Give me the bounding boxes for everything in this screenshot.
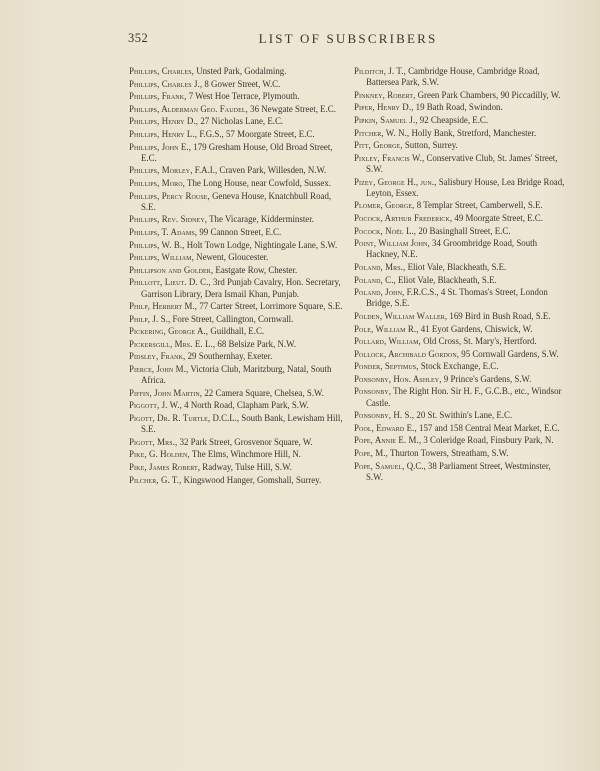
subscriber-address: 68 Belsize Park, N.W. [215,338,296,349]
subscriber-entry [129,277,343,299]
subscriber-name: Pickersgill, Mrs. E. L., [129,338,216,349]
subscriber-entry [129,227,343,238]
subscriber-address: 20 St. Swithin's Lane, E.C. [414,410,513,421]
subscriber-entry [129,449,343,460]
subscriber-address: 3 Coleridge Road, Finsbury Park, N. [421,435,554,446]
left-column [129,66,343,487]
subscriber-name: Philp, Herbert M., [129,301,198,312]
subscriber-address: Victoria Club, Maritzburg, Natal, South Africa. [141,364,332,386]
subscriber-address: Holt Town Lodge, Nightingale Lane, S.W. [184,239,338,250]
subscriber-name: Poland, John, [354,287,405,298]
subscriber-name: Pole, William R., [354,323,419,334]
subscriber-entry [354,386,568,408]
subscriber-name: Pinkney, Robert, [354,89,416,100]
subscriber-address: 95 Cornwall Gardens, S.W. [459,348,559,359]
subscriber-entry [129,214,343,225]
subscriber-name: Phillips, William, [129,252,194,263]
subscriber-entry [354,461,568,483]
subscriber-name: Ponder, Septimus, [354,361,419,372]
subscriber-address: 8 Templar Street, Camberwell, S.E. [414,200,543,211]
subscriber-entry [354,374,568,385]
subscriber-entry [129,165,343,176]
subscriber-name: Pipkin, Samuel J., [354,114,418,125]
subscriber-address: Salisbury House, Lea Bridge Road, Leyton, Essex. [366,176,565,198]
subscriber-name: Piggott, J. W., [129,400,182,411]
subscriber-name: Pitt, George, [354,140,403,151]
subscriber-entry [354,115,568,126]
subscriber-entry [129,475,343,486]
subscriber-name: Poland, C., [354,274,396,285]
subscriber-address: Fore Street, Callington, Cornwall. [170,313,294,324]
subscriber-entry [354,226,568,237]
subscriber-name: Pocock, Noël L., [354,225,417,236]
subscriber-address: Old Cross, St. Mary's, Hertford. [420,336,537,347]
subscriber-name: Ponsonby, [354,386,392,397]
subscriber-entry [354,448,568,459]
subscriber-entry [354,102,568,113]
subscriber-address: 157 and 158 Central Meat Market, E.C. [416,422,560,433]
subscriber-name: Pigott, Mrs., [129,436,178,447]
subscriber-address: Stock Exchange, E.C. [418,361,499,372]
subscriber-address: Eastgate Row, Chester. [213,264,298,275]
subscriber-address: Kingswood Hanger, Gomshall, Surrey. [181,474,322,485]
subscriber-name: Plomer, George, [354,200,415,211]
subscriber-entry [129,252,343,263]
subscriber-address: 20 Basinghall Street, E.C. [416,225,511,236]
subscriber-address: Radway, Tulse Hill, S.W. [200,462,292,473]
subscriber-address: Thurton Towers, Streatham, S.W. [387,448,509,459]
subscriber-address: 169 Bird in Bush Road, S.E. [447,310,551,321]
subscriber-name: Phillips, Henry L., [129,128,198,139]
subscriber-name: Pope, Samuel, [354,460,405,471]
subscriber-entry [129,351,343,362]
subscriber-name: Pocock, Arthur Frederick, [354,212,453,223]
subscriber-address: The Elms, Winchmore Hill, N. [189,449,302,460]
subscriber-entry [354,262,568,273]
running-title: LIST OF SUBSCRIBERS [258,31,438,46]
subscriber-address: 9 Prince's Gardens, S.W. [441,373,532,384]
subscriber-entry [354,177,568,199]
subscriber-address: 4 North Road, Clapham Park, S.W. [181,400,309,411]
subscriber-name: Pickering, George A., [129,326,209,337]
subscriber-address: 29 Southernhay, Exeter. [185,351,273,362]
subscriber-entry [129,314,343,325]
subscriber-entry [129,265,343,276]
subscriber-entry [129,400,343,411]
subscriber-name: Pollard, William, [354,336,421,347]
subscriber-name: Pitcher, W. N., [354,127,410,138]
subscriber-entry [129,142,343,164]
subscriber-entry [129,91,343,102]
subscriber-address: F.G.S., 57 Moorgate Street, E.C. [197,128,315,139]
subscriber-name: Pierce, John M., [129,364,189,375]
subscriber-entry [354,410,568,421]
subscriber-name: Ponsonby, H. S., [354,410,415,421]
subscriber-name: Phillott, Lieut. D. C., [129,277,211,288]
subscriber-address: Guildhall, E.C. [208,326,265,337]
subscriber-address: Unsted Park, Godalming. [193,66,287,76]
subscriber-entry [354,238,568,260]
subscriber-name: Phillips, Charles J., [129,78,203,89]
subscriber-entry [354,349,568,360]
subscriber-name: Pike, G. Holden, [129,449,190,460]
subscriber-entry [129,191,343,213]
subscriber-name: Phillips, Rev. Sidney, [129,214,208,225]
subscriber-name: Ponsonby, Hon. Ashley, [354,373,442,384]
subscriber-name: Pilditch, J. T., [354,66,406,76]
subscriber-address: 41 Eyot Gardens, Chiswick, W. [418,323,533,334]
subscriber-name: Phillips, Frank, [129,91,187,102]
subscriber-entry [354,140,568,151]
subscriber-entry [354,311,568,322]
subscriber-name: Pilcher, G. T., [129,474,182,485]
subscriber-name: Point, William John, [354,238,430,249]
subscriber-name: Polden, William Waller, [354,310,448,321]
subscriber-address: Geneva House, Knatchbull Road, S.E. [141,190,332,212]
subscriber-name: Phillips, John E., [129,141,192,152]
subscriber-address: F.R.C.S., 4 St. Thomas's Street, London Bridge, S.E. [366,287,548,309]
subscriber-address: 92 Cheapside, E.C. [417,114,489,125]
subscriber-address: 49 Moorgate Street, E.C. [452,212,543,223]
subscriber-address: 22 Camera Square, Chelsea, S.W. [202,387,324,398]
subscriber-name: Pike, James Robert, [129,462,201,473]
subscriber-address: Q.C., 38 Parliament Street, Westminster, S.W. [366,460,551,482]
subscriber-name: Phillips, T. Adams, [129,226,198,237]
subscriber-name: Phillips, Charles, [129,66,194,76]
subscriber-name: Philp, J. S., [129,313,171,324]
subscriber-name: Phillips, Percy Rouse, [129,190,210,201]
subscriber-name: Phillips, W. B., [129,239,185,250]
right-column [354,66,568,484]
subscriber-entry [129,364,343,386]
subscriber-address: 19 Bath Road, Swindon. [413,102,503,113]
subscriber-address: 8 Gower Street, W.C. [202,78,281,89]
subscriber-address: Sutton, Surrey. [402,140,458,151]
subscriber-address: Green Park Chambers, 90 Piccadilly, W. [415,89,561,100]
subscriber-entry [354,213,568,224]
subscriber-entry [354,336,568,347]
subscriber-name: Pixley, Francis W., [354,152,425,163]
subscriber-entry [129,79,343,90]
subscriber-entry [129,326,343,337]
subscriber-entry [129,413,343,435]
subscriber-address: 7 West Hoe Terrace, Plymouth. [186,91,300,102]
subscriber-address: The Long House, near Cowfold, Sussex. [184,177,331,188]
subscriber-address: 34 Groombridge Road, South Hackney, N.E. [366,238,538,260]
subscriber-name: Pidsley, Frank, [129,351,186,362]
subscriber-address: The Right Hon. Sir H. F., G.C.B., etc., Windsor Castle. [366,386,562,408]
subscriber-entry [129,388,343,399]
subscriber-name: Pope, M., [354,448,388,459]
subscriber-entry [354,200,568,211]
subscriber-name: Pool, Edward E., [354,422,417,433]
subscriber-address: Newent, Gloucester. [193,252,269,263]
subscriber-entry [129,129,343,140]
subscriber-address: 36 Newgate Street, E.C. [247,103,336,114]
subscriber-name: Phillips, Henry D., [129,116,199,127]
subscriber-address: Cambridge House, Cambridge Road, Battersea Park, S.W. [366,66,540,88]
subscriber-address: D.C.L., South Bank, Lewisham Hill, S.E. [141,413,343,435]
subscriber-address: 179 Gresham House, Old Broad Street, E.C. [141,141,333,163]
subscriber-name: Poland, Mrs., [354,261,406,272]
subscriber-entry [354,287,568,309]
subscriber-entry [354,153,568,175]
subscriber-address: Holly Bank, Stretford, Manchester. [409,127,537,138]
subscriber-entry [129,104,343,115]
subscriber-address: Eliot Vale, Blackheath, S.E. [395,274,497,285]
subscriber-entry [354,128,568,139]
subscriber-entry [129,116,343,127]
page-number: 352 [128,31,149,45]
subscriber-address: 77 Carter Street, Lorrimore Square, S.E. [197,301,343,312]
subscriber-address: 99 Cannon Street, E.C. [197,226,282,237]
subscriber-entry [129,437,343,448]
subscriber-address: 3rd Punjab Cavalry, Hon. Secretary, Garrison Library, Dera Ismail Khan, Punjab. [141,277,341,299]
subscriber-entry [354,90,568,101]
subscriber-name: Pollock, Archibald Gordon, [354,348,460,359]
subscriber-entry [354,275,568,286]
subscriber-name: Phillipson and Golder, [129,264,214,275]
subscriber-name: Pigott, Dr. R. Turtle, [129,413,211,424]
subscriber-entry [129,462,343,473]
subscriber-entry [354,423,568,434]
subscriber-name: Pope, Annie E. M., [354,435,422,446]
subscriber-name: Phillips, Moro, [129,177,185,188]
subscriber-address: 27 Nicholas Lane, E.C. [198,116,284,127]
subscriber-entry [354,66,568,88]
subscriber-address: Conservative Club, St. James' Street, S.W. [366,152,558,174]
subscriber-name: Piper, Henry D., [354,102,414,113]
subscriber-entry [129,339,343,350]
subscriber-address: 32 Park Street, Grosvenor Square, W. [177,436,313,447]
subscriber-entry [354,324,568,335]
subscriber-entry [129,178,343,189]
subscriber-address: F.A.I., Craven Park, Willesden, N.W. [192,165,327,176]
subscriber-name: Phillips, Morley, [129,165,193,176]
subscriber-entry [354,361,568,372]
subscriber-name: Pizey, George H., jun., [354,176,437,187]
page-header [128,31,568,51]
subscriber-address: Eliot Vale, Blackheath, S.E. [405,261,507,272]
subscriber-name: Piffin, John Martin, [129,387,203,398]
subscriber-entry [129,301,343,312]
subscriber-name: Phillips, Alderman Geo. Faudel, [129,103,248,114]
subscriber-entry [129,240,343,251]
subscriber-entry [129,66,343,77]
subscriber-entry [354,435,568,446]
subscriber-address: The Vicarage, Kidderminster. [207,214,314,225]
